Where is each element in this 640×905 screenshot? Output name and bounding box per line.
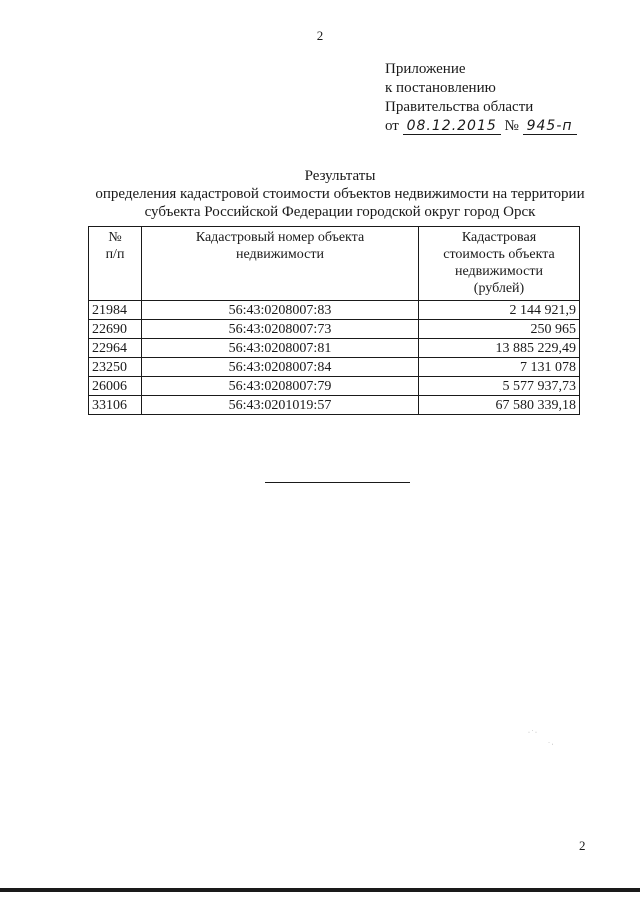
scan-edge-bar: [0, 888, 640, 892]
title-line-1: Результаты: [304, 168, 376, 184]
number-prefix: №: [504, 118, 519, 134]
table-row: [89, 320, 580, 339]
cell-cadastral: 56:43:0201019:57: [142, 396, 419, 415]
cell-num: 22690: [89, 320, 142, 339]
cell-value: 67 580 339,18: [419, 396, 580, 415]
title-line-3: субъекта Российской Федерации городской округ город Орск: [144, 204, 536, 220]
page-number-top: 2: [316, 28, 324, 43]
cell-value: 7 131 078: [419, 358, 580, 377]
cell-value: 5 577 937,73: [419, 377, 580, 396]
header-cadastral: Кадастровый номер объекта недвижимости: [142, 227, 419, 301]
header-num: № п/п: [89, 227, 142, 301]
cell-cadastral: 56:43:0208007:79: [142, 377, 419, 396]
cell-num: 26006: [89, 377, 142, 396]
cell-cadastral: 56:43:0208007:73: [142, 320, 419, 339]
appendix-line-1: Приложение: [385, 61, 466, 77]
cell-value: 250 965: [419, 320, 580, 339]
closing-rule: [265, 482, 410, 483]
cell-cadastral: 56:43:0208007:81: [142, 339, 419, 358]
appendix-line-2: к постановлению: [385, 80, 496, 96]
appendix-block: [385, 60, 577, 136]
table-row: [89, 396, 580, 415]
table-row: [89, 358, 580, 377]
table-row: [89, 301, 580, 320]
cell-num: 22964: [89, 339, 142, 358]
header-value: Кадастровая стоимость объекта недвижимости (рублей): [419, 227, 580, 301]
results-table: [88, 226, 580, 415]
date-prefix: от: [385, 118, 399, 134]
cell-cadastral: 56:43:0208007:84: [142, 358, 419, 377]
cell-num: 23250: [89, 358, 142, 377]
appendix-line-3: Правительства области: [385, 99, 534, 115]
scan-speck: ˙ ·: [548, 742, 554, 748]
page-number-bottom: 2: [579, 838, 586, 853]
table-header-row: [89, 227, 580, 301]
cell-value: 2 144 921,9: [419, 301, 580, 320]
cell-num: 21984: [89, 301, 142, 320]
cell-num: 33106: [89, 396, 142, 415]
appendix-date-line: [385, 117, 577, 136]
table-row: [89, 339, 580, 358]
document-title: [60, 167, 620, 221]
handwritten-date: 08.12.2015: [403, 118, 501, 135]
scan-speck: · ˙ ·: [528, 730, 537, 736]
cell-value: 13 885 229,49: [419, 339, 580, 358]
cell-cadastral: 56:43:0208007:83: [142, 301, 419, 320]
handwritten-number: 945-п: [523, 118, 577, 135]
table-row: [89, 377, 580, 396]
title-line-2: определения кадастровой стоимости объектов недвижимости на территории: [95, 186, 585, 202]
